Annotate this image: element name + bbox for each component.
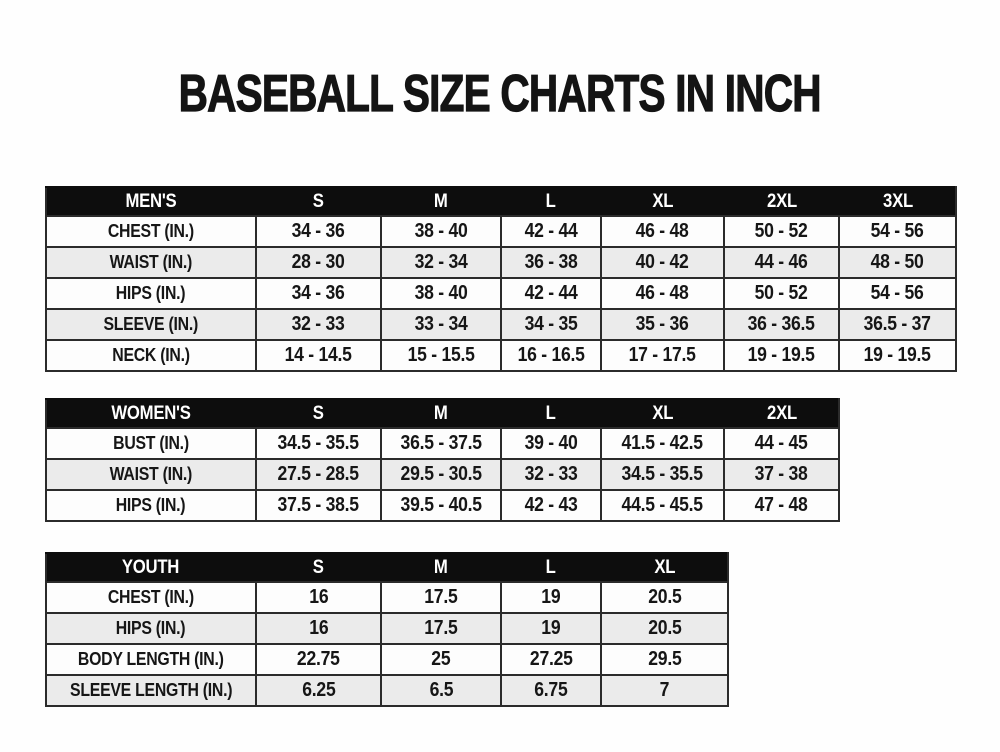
value-cell-text: 36.5 - 37.5 — [400, 432, 482, 454]
value-cell — [381, 644, 501, 675]
value-cell-text: 36 - 38 — [524, 251, 578, 273]
value-cell-text: 29.5 — [647, 648, 682, 670]
value-cell-text: 37 - 38 — [755, 463, 808, 485]
value-cell — [381, 278, 501, 309]
value-cell — [724, 247, 839, 278]
size-header-cell-text: 3XL — [882, 190, 913, 212]
size-header-cell — [724, 399, 839, 428]
value-cell-text: 22.75 — [297, 648, 340, 670]
value-cell — [256, 613, 381, 644]
value-cell-text: 20.5 — [647, 617, 682, 639]
measurement-row — [46, 490, 839, 521]
value-cell-text: 17.5 — [424, 586, 458, 608]
value-cell — [601, 278, 724, 309]
value-cell — [724, 309, 839, 340]
value-cell — [724, 490, 839, 521]
row-label-cell-text: WAIST (IN.) — [109, 252, 193, 272]
size-header-cell-text: S — [313, 190, 324, 212]
page-title — [0, 0, 1000, 123]
row-label-cell-text: HIPS (IN.) — [116, 283, 186, 303]
value-cell-text: 27.25 — [529, 648, 573, 670]
row-label-cell — [46, 675, 256, 706]
value-cell-text: 17 - 17.5 — [628, 344, 697, 366]
page-title-text: BASEBALL SIZE CHARTS IN INCH — [178, 65, 822, 123]
value-cell-text: 39 - 40 — [524, 432, 578, 454]
value-cell-text: 50 - 52 — [755, 220, 808, 242]
value-cell — [501, 675, 601, 706]
value-cell — [501, 340, 601, 371]
value-cell-text: 29.5 - 30.5 — [400, 463, 482, 485]
value-cell-text: 38 - 40 — [414, 282, 468, 304]
value-cell-text: 44.5 - 45.5 — [621, 494, 704, 516]
size-header-cell-text: M — [434, 402, 448, 424]
row-label-cell-text: HIPS (IN.) — [116, 618, 186, 638]
value-cell — [601, 613, 728, 644]
measurement-row — [46, 644, 728, 675]
value-cell-text: 40 - 42 — [636, 251, 689, 273]
value-cell-text: 19 — [541, 586, 561, 608]
mens-header-row — [46, 187, 956, 216]
measurement-row — [46, 459, 839, 490]
value-cell-text: 37.5 - 38.5 — [277, 494, 360, 516]
value-cell-text: 38 - 40 — [414, 220, 468, 242]
measurement-row — [46, 613, 728, 644]
row-label-cell — [46, 247, 256, 278]
value-cell — [724, 428, 839, 459]
value-cell — [381, 490, 501, 521]
value-cell-text: 28 - 30 — [292, 251, 345, 273]
measurement-row — [46, 247, 956, 278]
value-cell — [501, 216, 601, 247]
value-cell — [381, 340, 501, 371]
size-header-cell — [724, 187, 839, 216]
table-title-cell-text: YOUTH — [122, 556, 180, 578]
value-cell — [724, 340, 839, 371]
value-cell — [724, 459, 839, 490]
size-header-cell-text: M — [434, 190, 448, 212]
value-cell — [601, 216, 724, 247]
row-label-cell — [46, 309, 256, 340]
size-header-cell-text: L — [546, 190, 556, 212]
table-title-cell-text: WOMEN'S — [111, 402, 191, 424]
value-cell-text: 34 - 35 — [524, 313, 578, 335]
size-header-cell-text: L — [546, 402, 556, 424]
value-cell — [501, 309, 601, 340]
value-cell-text: 48 - 50 — [871, 251, 924, 273]
womens-header-row — [46, 399, 839, 428]
value-cell — [839, 309, 956, 340]
value-cell — [256, 278, 381, 309]
value-cell-text: 34 - 36 — [292, 282, 345, 304]
womens-size-table — [45, 398, 840, 522]
value-cell-text: 32 - 34 — [414, 251, 468, 273]
value-cell-text: 35 - 36 — [636, 313, 689, 335]
value-cell — [256, 309, 381, 340]
size-header-cell-text: XL — [654, 556, 675, 578]
value-cell-text: 27.5 - 28.5 — [277, 463, 360, 485]
value-cell-text: 50 - 52 — [755, 282, 808, 304]
row-label-cell-text: WAIST (IN.) — [109, 464, 193, 484]
value-cell-text: 41.5 - 42.5 — [621, 432, 704, 454]
table-title-cell — [46, 187, 256, 216]
value-cell-text: 19 - 19.5 — [747, 344, 816, 366]
row-label-cell — [46, 278, 256, 309]
value-cell — [501, 582, 601, 613]
value-cell — [601, 675, 728, 706]
row-label-cell-text: SLEEVE LENGTH (IN.) — [69, 680, 233, 700]
value-cell-text: 15 - 15.5 — [407, 344, 475, 366]
value-cell-text: 36 - 36.5 — [747, 313, 816, 335]
value-cell — [381, 582, 501, 613]
size-header-cell — [256, 187, 381, 216]
row-label-cell-text: SLEEVE (IN.) — [103, 314, 199, 334]
value-cell-text: 6.75 — [534, 679, 568, 701]
value-cell-text: 47 - 48 — [755, 494, 808, 516]
row-label-cell — [46, 216, 256, 247]
value-cell-text: 36.5 - 37 — [863, 313, 932, 335]
value-cell-text: 42 - 44 — [524, 282, 578, 304]
value-cell-text: 32 - 33 — [524, 463, 578, 485]
value-cell-text: 19 - 19.5 — [863, 344, 932, 366]
value-cell — [601, 340, 724, 371]
row-label-cell — [46, 613, 256, 644]
value-cell — [601, 490, 724, 521]
value-cell — [601, 428, 724, 459]
measurement-row — [46, 216, 956, 247]
value-cell-text: 17.5 — [424, 617, 458, 639]
value-cell-text: 34.5 - 35.5 — [621, 463, 704, 485]
value-cell-text: 54 - 56 — [871, 220, 924, 242]
row-label-cell-text: BODY LENGTH (IN.) — [78, 649, 224, 669]
size-header-cell — [381, 553, 501, 582]
value-cell — [501, 278, 601, 309]
size-header-cell — [256, 399, 381, 428]
size-header-cell — [381, 399, 501, 428]
row-label-cell-text: CHEST (IN.) — [108, 221, 194, 241]
size-header-cell-text: 2XL — [766, 190, 797, 212]
value-cell — [381, 216, 501, 247]
measurement-row — [46, 278, 956, 309]
value-cell — [381, 309, 501, 340]
value-cell-text: 46 - 48 — [636, 220, 689, 242]
value-cell — [381, 428, 501, 459]
row-label-cell — [46, 582, 256, 613]
value-cell — [601, 459, 724, 490]
size-header-cell-text: XL — [652, 402, 673, 424]
value-cell-text: 6.25 — [301, 679, 336, 701]
measurement-row — [46, 428, 839, 459]
size-header-cell-text: L — [546, 556, 556, 578]
measurement-row — [46, 675, 728, 706]
value-cell — [256, 644, 381, 675]
measurement-row — [46, 582, 728, 613]
value-cell — [256, 216, 381, 247]
value-cell-text: 33 - 34 — [414, 313, 468, 335]
value-cell — [601, 644, 728, 675]
row-label-cell — [46, 428, 256, 459]
value-cell — [256, 340, 381, 371]
size-header-cell-text: XL — [652, 190, 673, 212]
value-cell-text: 44 - 45 — [755, 432, 808, 454]
row-label-cell-text: HIPS (IN.) — [116, 495, 186, 515]
value-cell — [839, 278, 956, 309]
table-title-cell — [46, 399, 256, 428]
value-cell — [601, 309, 724, 340]
value-cell-text: 39.5 - 40.5 — [400, 494, 482, 516]
value-cell-text: 16 — [308, 617, 329, 639]
table-title-cell — [46, 553, 256, 582]
row-label-cell — [46, 644, 256, 675]
measurement-row — [46, 309, 956, 340]
value-cell — [256, 490, 381, 521]
value-cell — [724, 278, 839, 309]
value-cell-text: 34.5 - 35.5 — [277, 432, 360, 454]
mens-size-table — [45, 186, 957, 372]
value-cell-text: 16 — [308, 586, 329, 608]
size-header-cell — [839, 187, 956, 216]
value-cell — [501, 428, 601, 459]
youth-size-table — [45, 552, 729, 707]
value-cell-text: 20.5 — [647, 586, 682, 608]
value-cell-text: 44 - 46 — [755, 251, 808, 273]
size-header-cell — [501, 553, 601, 582]
value-cell — [601, 582, 728, 613]
measurement-row — [46, 340, 956, 371]
value-cell — [501, 613, 601, 644]
value-cell — [381, 675, 501, 706]
row-label-cell — [46, 490, 256, 521]
value-cell — [501, 247, 601, 278]
value-cell-text: 54 - 56 — [871, 282, 924, 304]
size-header-cell-text: M — [434, 556, 448, 578]
value-cell-text: 14 - 14.5 — [284, 344, 353, 366]
value-cell — [839, 247, 956, 278]
value-cell-text: 19 — [541, 617, 561, 639]
value-cell — [839, 216, 956, 247]
value-cell — [724, 216, 839, 247]
size-header-cell — [501, 399, 601, 428]
value-cell-text: 25 — [431, 648, 451, 670]
value-cell — [256, 247, 381, 278]
value-cell — [256, 459, 381, 490]
value-cell — [381, 247, 501, 278]
size-header-cell — [601, 187, 724, 216]
value-cell — [256, 675, 381, 706]
value-cell — [256, 582, 381, 613]
value-cell-text: 46 - 48 — [636, 282, 689, 304]
value-cell — [381, 459, 501, 490]
value-cell — [256, 428, 381, 459]
value-cell — [601, 247, 724, 278]
row-label-cell-text: NECK (IN.) — [112, 345, 190, 365]
size-header-cell-text: S — [313, 556, 324, 578]
value-cell — [381, 613, 501, 644]
size-header-cell-text: 2XL — [766, 402, 797, 424]
value-cell-text: 42 - 43 — [524, 494, 578, 516]
size-header-cell — [256, 553, 381, 582]
value-cell-text: 32 - 33 — [292, 313, 345, 335]
value-cell — [839, 340, 956, 371]
value-cell-text: 16 - 16.5 — [517, 344, 585, 366]
row-label-cell-text: CHEST (IN.) — [108, 587, 194, 607]
size-header-cell-text: S — [313, 402, 324, 424]
value-cell-text: 42 - 44 — [524, 220, 578, 242]
value-cell-text: 6.5 — [429, 679, 453, 701]
value-cell-text: 7 — [659, 679, 670, 701]
size-header-cell — [601, 399, 724, 428]
table-title-cell-text: MEN'S — [125, 190, 177, 212]
row-label-cell — [46, 459, 256, 490]
youth-header-row — [46, 553, 728, 582]
row-label-cell-text: BUST (IN.) — [113, 433, 189, 453]
value-cell-text: 34 - 36 — [292, 220, 345, 242]
size-header-cell — [501, 187, 601, 216]
size-header-cell — [381, 187, 501, 216]
value-cell — [501, 490, 601, 521]
row-label-cell — [46, 340, 256, 371]
value-cell — [501, 644, 601, 675]
size-header-cell — [601, 553, 728, 582]
value-cell — [501, 459, 601, 490]
